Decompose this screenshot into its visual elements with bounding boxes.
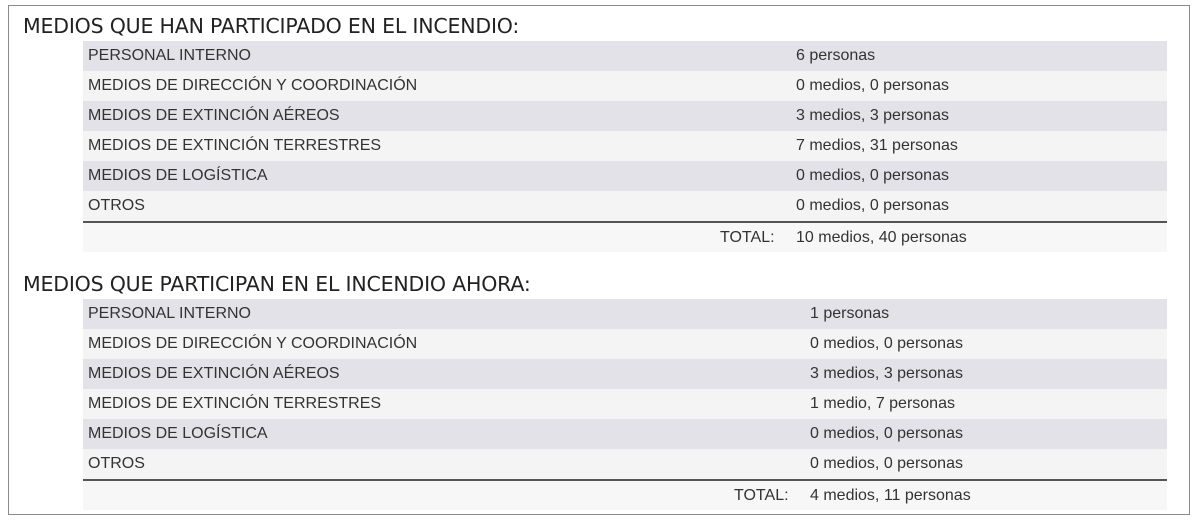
row-label: MEDIOS DE DIRECCIÓN Y COORDINACIÓN [88,77,418,94]
row-label: MEDIOS DE LOGÍSTICA [88,425,268,442]
row-value: 3 medios, 3 personas [810,365,963,382]
table-row [83,191,1167,221]
table-row [83,131,1167,161]
table-row [83,359,1167,389]
table-row [83,41,1167,71]
total-value: 10 medios, 40 personas [796,229,967,246]
row-label: MEDIOS DE LOGÍSTICA [88,167,268,184]
row-label: MEDIOS DE EXTINCIÓN TERRESTRES [88,137,382,154]
table-row [83,449,1167,479]
row-label: OTROS [88,197,145,214]
row-value: 7 medios, 31 personas [796,137,958,154]
resources-panel [8,5,1190,515]
total-value: 4 medios, 11 personas [810,487,971,504]
row-value: 0 medios, 0 personas [796,167,949,184]
section-title: MEDIOS QUE HAN PARTICIPADO EN EL INCENDIO: [23,14,520,38]
row-value: 6 personas [796,47,876,64]
row-value: 0 medios, 0 personas [810,425,963,442]
table-row [83,101,1167,131]
table-row [83,329,1167,359]
table-row [83,299,1167,329]
row-label: MEDIOS DE DIRECCIÓN Y COORDINACIÓN [88,335,418,352]
table-row [83,71,1167,101]
total-row [83,479,1167,510]
row-label: PERSONAL INTERNO [88,47,251,64]
total-row [83,221,1167,252]
resources-table [83,41,1167,252]
row-value: 1 personas [810,305,890,322]
row-label: MEDIOS DE EXTINCIÓN AÉREOS [88,365,340,382]
row-value: 0 medios, 0 personas [796,77,949,94]
table-row [83,419,1167,449]
row-label: MEDIOS DE EXTINCIÓN AÉREOS [88,107,340,124]
total-label: TOTAL: [720,229,775,246]
table-row [83,389,1167,419]
row-value: 1 medio, 7 personas [810,395,955,412]
row-label: OTROS [88,455,145,472]
section-title: MEDIOS QUE PARTICIPAN EN EL INCENDIO AHORA: [23,272,531,296]
row-label: MEDIOS DE EXTINCIÓN TERRESTRES [88,395,382,412]
row-label: PERSONAL INTERNO [88,305,251,322]
row-value: 0 medios, 0 personas [810,335,963,352]
row-value: 3 medios, 3 personas [796,107,949,124]
row-value: 0 medios, 0 personas [796,197,949,214]
total-label: TOTAL: [734,487,789,504]
resources-table [83,299,1167,510]
table-row [83,161,1167,191]
row-value: 0 medios, 0 personas [810,455,963,472]
